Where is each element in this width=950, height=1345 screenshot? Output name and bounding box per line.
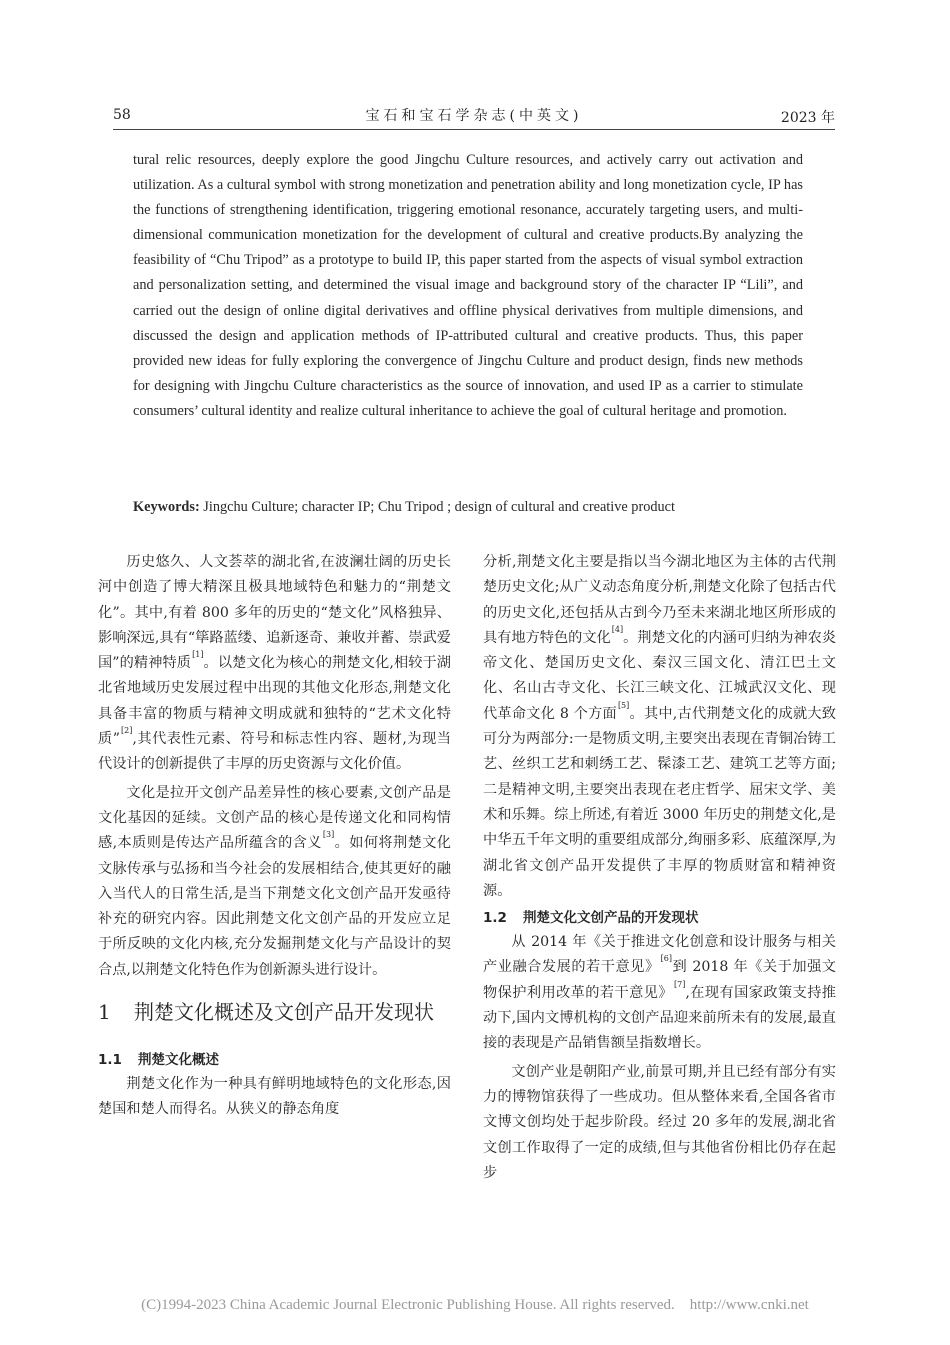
keywords-line — [133, 499, 833, 516]
subsection-title: 荆楚文化概述 — [138, 1052, 219, 1069]
page-header — [113, 103, 835, 130]
copyright-footer: (C)1994-2023 China Academic Journal Electronic Publishing House. All rights reserved. http://www.cnki.net — [141, 1297, 809, 1313]
keywords-label: Keywords: — [133, 499, 200, 515]
journal-title: 宝石和宝石学杂志(中英文) — [365, 108, 583, 124]
citation-ref[interactable]: [6] — [660, 954, 673, 964]
section-1-1-continued: 分析,荆楚文化主要是指以当今湖北地区为主体的古代荆楚历史文化;从广义动态角度分析,荆楚文化除了包括古代的历史文化,还包括从古到今乃至未来湖北地区所形成的具有地方特色的文化[4]。荆楚文化的内涵可归纳为神农炎帝文化、楚国历史文化、秦汉三国文化、清江巴土文化、名山古寺文化、长江三峡文化、江城武汉文化、现代革命文化 8 个方面[5]。其中,古代荆楚文化的成就大致可分为两部分:一是物质文明,主要突出表现在青铜冶铸工艺、丝织工艺和刺绣工艺、髹漆工艺、建筑工艺等方面;二是精神文明,主要突出表现在老庄哲学、屈宋文学、美术和乐舞。综上所述,有着近 3000 年历史的荆楚文化,是中华五千年文明的重要组成部分,绚丽多彩、底蕴深厚,为湖北省文创产品开发提供了丰厚的物质财富和精神资源。 — [483, 554, 836, 899]
page-number: 58 — [113, 107, 131, 123]
section-title: 荆楚文化概述及文创产品开发现状 — [134, 1000, 434, 1025]
intro-paragraph-2: 文化是拉开文创产品差异性的核心要素,文创产品是文化基因的延续。文创产品的核心是传递文化和同构情感,本质则是传达产品所蕴含的含义[3]。如何将荆楚文化文脉传承与弘扬和当今社会的发展相结合,使其更好的融入当代人的日常生活,是当下荆楚文化文创产品开发亟待补充的研究内容。因此荆楚文化文创产品的开发应立足于所反映的文化内核,充分发掘荆楚文化与产品设计的契合点,以荆楚文化特色作为创新源头进行设计。 — [98, 784, 451, 978]
keywords-list: Jingchu Culture; character IP; Chu Tripod ; design of cultural and creative product — [203, 499, 675, 515]
abstract-text: tural relic resources, deeply explore the good Jingchu Culture resources, and actively carry out activation and utilization. As a cultural symbol with strong monetization and penetration ability and long monetization cycle, IP has the functions of strengthening identification, triggering emotional resonance, accurately targeting users, and multi-dimensional communication monetization for the development of cultural and creative products.By analyzing the feasibility of “Chu Tripod” as a prototype to build IP, this paper started from the aspects of visual symbol extraction and personalization setting, and determined the visual image and background story of the character IP “Lili”, and carried out the design of online digital derivatives and offline physical derivatives from multiple dimensions, and discussed the design and application methods of IP-attributed cultural and creative products. Thus, this paper provided new ideas for fully exploring the convergence of Jingchu Culture and product design, finds new methods for designing with Jingchu Culture characteristics as the source of innovation, and used IP as a carrier to stimulate consumers’ cultural identity and realize cultural inheritance to achieve the goal of cultural heritage and promotion. — [133, 152, 803, 419]
intro-paragraph-1: 历史悠久、人文荟萃的湖北省,在波澜壮阔的历史长河中创造了博大精深且极具地域特色和魅力的“荆楚文化”。其中,有着 800 多年的历史的“楚文化”风格独异、影响深远,具有“筚路蓝缕、追新逐奇、兼收并蓄、崇武爱国”的精神特质[1]。以楚文化为核心的荆楚文化,相较于湖北省地域历史发展过程中出现的其他文化形态,荆楚文化具备丰富的物质与精神文明成就和独特的“艺术文化特质”[2],其代表性元素、符号和标志性内容、题材,为现当代设计的创新提供了丰厚的历史资源与文化价值。 — [98, 554, 451, 773]
section-1-2-heading — [483, 906, 836, 930]
section-1-1-paragraph: 荆楚文化作为一种具有鲜明地域特色的文化形态,因楚国和楚人而得名。从狭义的静态角度 — [98, 1076, 451, 1118]
section-1-1-heading — [98, 1048, 451, 1072]
section-1-2-paragraph-2: 文创产业是朝阳产业,前景可期,并且已经有部分有实力的博物馆获得了一些成功。但从整体来看,全国各省市文博文创均处于起步阶段。经过 20 多年的发展,湖北省文创工作取得了一定的成绩,但与其他省份相比仍存在起步 — [483, 1063, 836, 1181]
english-abstract — [133, 148, 803, 424]
publication-year: 2023 年 — [780, 110, 835, 126]
left-column — [98, 550, 451, 1123]
section-number: 1 — [98, 1000, 111, 1025]
citation-ref[interactable]: [1] — [192, 650, 204, 660]
subsection-number: 1.1 — [98, 1052, 122, 1069]
subsection-number: 1.2 — [483, 910, 507, 927]
citation-ref[interactable]: [5] — [617, 700, 630, 710]
citation-ref[interactable]: [4] — [611, 624, 624, 634]
right-column — [483, 550, 836, 1186]
section-1-2-paragraph-1: 从 2014 年《关于推进文化创意和设计服务与相关产业融合发展的若干意见》[6]到 2018 年《关于加强文物保护利用改革的若干意见》[7],在现有国家政策支持推动下,国内文博机构的文创产品迎来前所未有的发展,最直接的表现是产品销售额呈指数增长。 — [483, 934, 836, 1052]
citation-ref[interactable]: [2] — [120, 726, 133, 736]
citation-ref[interactable]: [7] — [674, 979, 686, 989]
subsection-title: 荆楚文化文创产品的开发现状 — [523, 910, 699, 927]
citation-ref[interactable]: [3] — [322, 830, 335, 840]
section-1-heading — [98, 996, 451, 1028]
